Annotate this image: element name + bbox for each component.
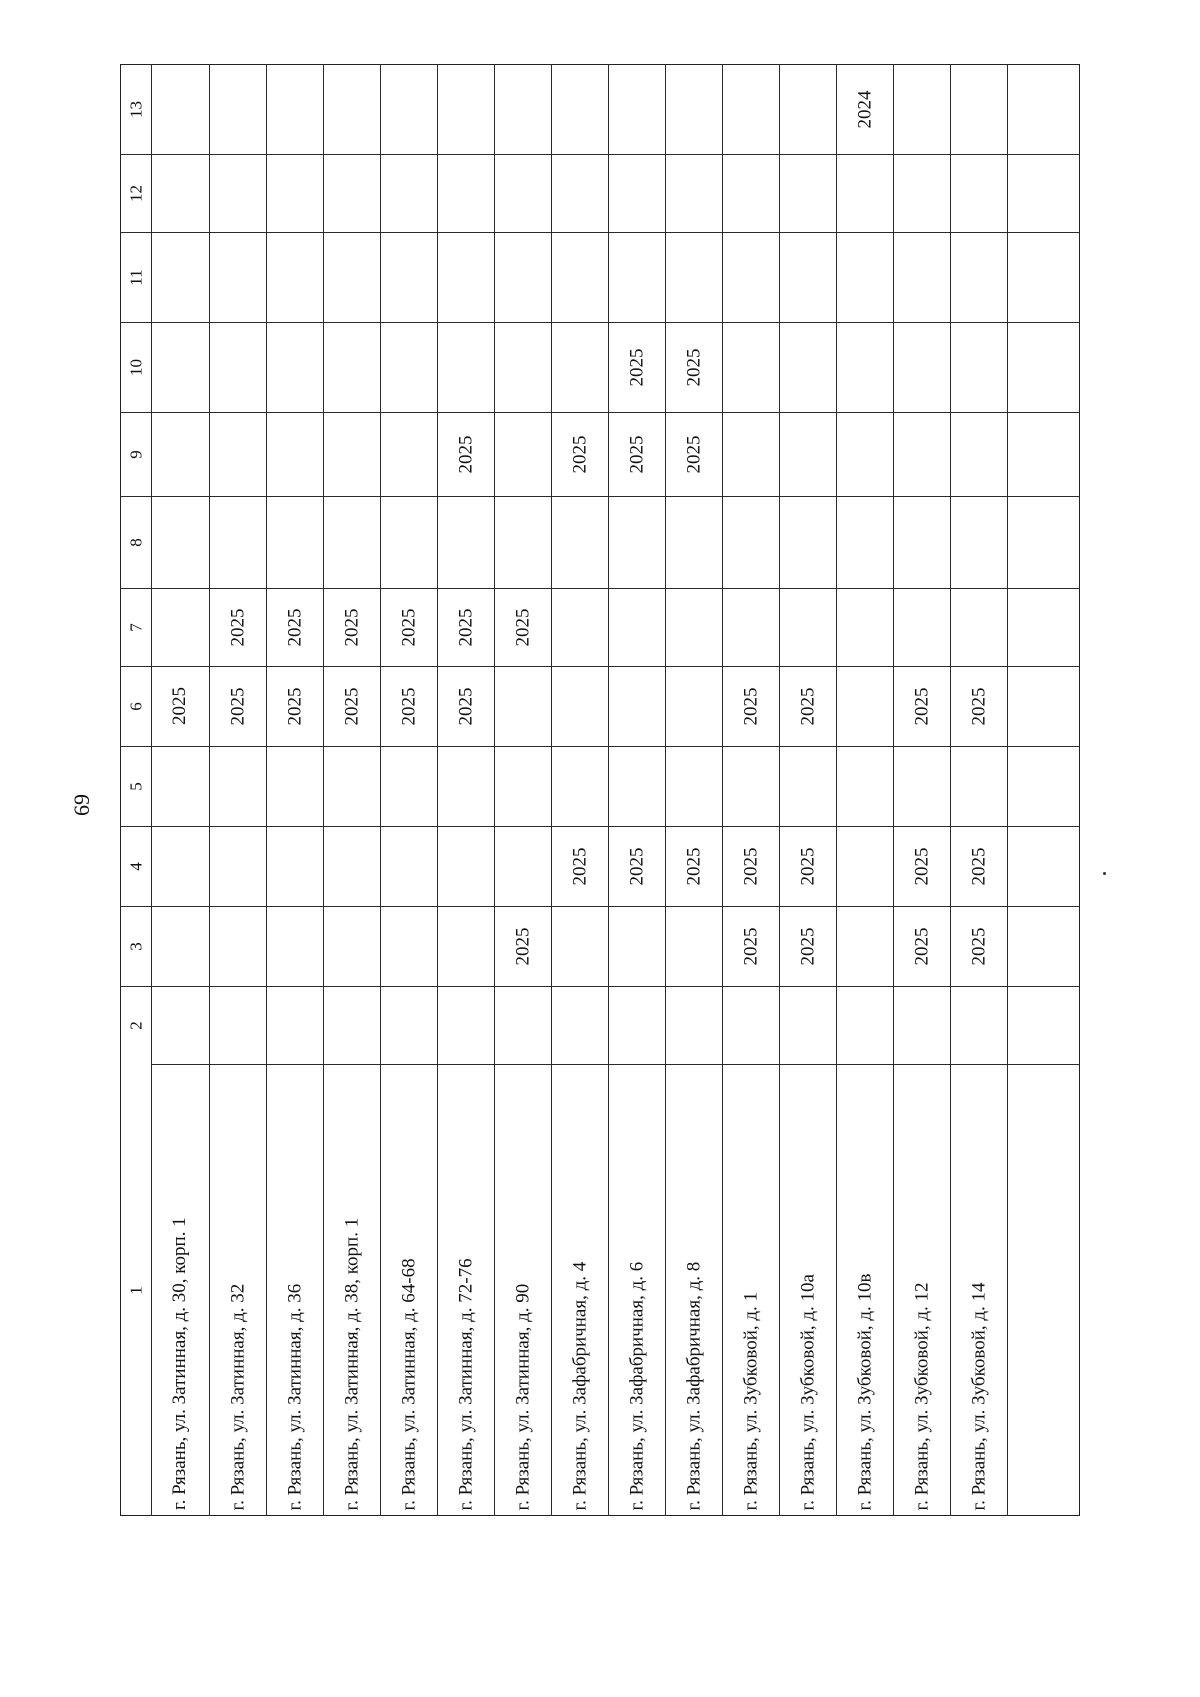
column-number-header: 2 — [125, 1020, 145, 1030]
year-cell: 2025 — [511, 927, 533, 965]
year-cell: 2025 — [511, 608, 533, 646]
year-cell: 2025 — [967, 687, 989, 725]
year-cell: 2025 — [454, 435, 476, 473]
year-cell: 2025 — [739, 927, 761, 965]
address-cell: г. Рязань, ул. Затинная, д. 32 — [226, 1283, 248, 1510]
address-cell: г. Рязань, ул. Зафабричная, д. 4 — [568, 1261, 590, 1510]
column-number-header: 1 — [125, 1285, 145, 1295]
year-cell: 2025 — [967, 847, 989, 885]
address-cell: г. Рязань, ул. Зубковой, д. 10в — [853, 1273, 875, 1510]
year-cell: 2025 — [910, 687, 932, 725]
column-number-header: 4 — [125, 861, 145, 871]
year-cell: 2025 — [682, 847, 704, 885]
year-cell: 2025 — [682, 435, 704, 473]
column-number-header: 11 — [125, 268, 145, 286]
year-cell: 2025 — [226, 687, 248, 725]
year-cell: 2025 — [739, 847, 761, 885]
address-cell: г. Рязань, ул. Затинная, д. 64-68 — [397, 1257, 419, 1510]
address-cell: г. Рязань, ул. Затинная, д. 72-76 — [454, 1257, 476, 1510]
column-number-header: 9 — [125, 449, 145, 459]
year-cell: 2025 — [568, 435, 590, 473]
address-cell: г. Рязань, ул. Зафабричная, д. 6 — [625, 1261, 647, 1510]
column-number-header: 8 — [125, 537, 145, 547]
year-cell: 2025 — [283, 608, 305, 646]
address-cell: г. Рязань, ул. Зафабричная, д. 8 — [682, 1261, 704, 1510]
year-cell: 2025 — [967, 927, 989, 965]
address-cell: г. Рязань, ул. Затинная, д. 30, корп. 1 — [169, 1217, 191, 1510]
page-number: 69 — [69, 794, 94, 816]
year-cell: 2025 — [283, 687, 305, 725]
scan-speck — [1103, 872, 1106, 875]
column-number-header: 12 — [125, 184, 145, 202]
column-divider — [120, 154, 1080, 155]
column-number-header: 13 — [125, 100, 145, 118]
year-cell: 2025 — [340, 608, 362, 646]
column-divider — [120, 232, 1080, 233]
year-cell: 2024 — [853, 90, 875, 128]
address-cell: г. Рязань, ул. Затинная, д. 90 — [511, 1283, 533, 1510]
year-cell: 2025 — [226, 608, 248, 646]
address-cell: г. Рязань, ул. Затинная, д. 38, корп. 1 — [340, 1217, 362, 1510]
year-cell: 2025 — [340, 687, 362, 725]
year-cell: 2025 — [169, 687, 191, 725]
year-cell: 2025 — [739, 687, 761, 725]
year-cell: 2025 — [796, 847, 818, 885]
year-cell: 2025 — [625, 348, 647, 386]
year-cell: 2025 — [397, 687, 419, 725]
column-number-header: 10 — [125, 358, 145, 376]
year-cell: 2025 — [682, 348, 704, 386]
address-cell: г. Рязань, ул. Затинная, д. 36 — [283, 1283, 305, 1510]
address-cell: г. Рязань, ул. Зубковой, д. 14 — [967, 1281, 989, 1510]
year-cell: 2025 — [454, 608, 476, 646]
year-cell: 2025 — [397, 608, 419, 646]
year-cell: 2025 — [910, 847, 932, 885]
column-number-header: 3 — [125, 941, 145, 951]
address-cell: г. Рязань, ул. Зубковой, д. 10а — [796, 1273, 818, 1510]
column-number-header: 5 — [125, 781, 145, 791]
year-cell: 2025 — [625, 435, 647, 473]
address-cell: г. Рязань, ул. Зубковой, д. 1 — [739, 1291, 761, 1510]
year-cell: 2025 — [796, 687, 818, 725]
column-number-header: 7 — [125, 622, 145, 632]
address-cell: г. Рязань, ул. Зубковой, д. 12 — [910, 1281, 932, 1510]
year-cell: 2025 — [454, 687, 476, 725]
year-cell: 2025 — [796, 927, 818, 965]
column-divider — [120, 322, 1080, 323]
column-number-header: 6 — [125, 701, 145, 711]
year-cell: 2025 — [568, 847, 590, 885]
year-cell: 2025 — [625, 847, 647, 885]
year-cell: 2025 — [910, 927, 932, 965]
